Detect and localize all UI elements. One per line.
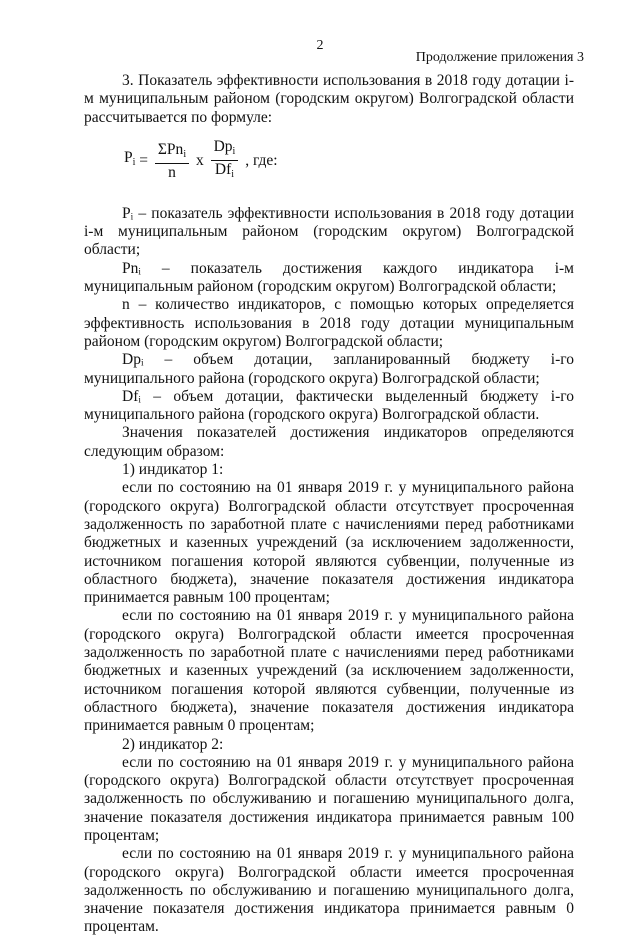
formula bbox=[124, 139, 574, 183]
indicator-2-case-present: если по состоянию на 01 января 2019 г. у муниципального района (городского округа) Волгоградской области имеется просроченная задолженность по обслуживанию и погашению муниципального долга, значение показателя достижения индикатора принимается равным 0 процентам. bbox=[84, 845, 574, 936]
formula-eq: = bbox=[135, 151, 152, 169]
formula-suffix: , где: bbox=[241, 151, 278, 169]
indicator-2-title: 2) индикатор 2: bbox=[122, 735, 224, 753]
section-3-intro: 3. Показатель эффективности использования в 2018 году дотации i-м муниципальным районом (городским округом) Волгоградской области рассчитывается по формуле: bbox=[84, 72, 574, 126]
document-body bbox=[84, 72, 574, 937]
values-intro: Значения показателей достижения индикаторов определяются следующим образом: bbox=[84, 424, 574, 460]
definition-n: n – количество индикаторов, с помощью которых определяется эффективность использования в 2018 году дотации муниципальным районом (городским округом) Волгоградской области; bbox=[84, 296, 574, 350]
definition-dpi: Dpᵢ – объем дотации, запланированный бюджету i-го муниципального района (городского округа) Волгоградской области; bbox=[84, 351, 574, 387]
formula-fraction-2: $\frac{Dp_i}{Df_i}$ bbox=[211, 138, 239, 183]
definition-pi: Pᵢ – показатель эффективности использования в 2018 году дотации i-м муниципальным районом (городским округом) Волгоградской области; bbox=[84, 204, 574, 259]
page-number: 2 bbox=[316, 38, 324, 53]
definition-dfi: Dfᵢ – объем дотации, фактически выделенный бюджету i-го муниципального района (городского округа) Волгоградской области. bbox=[84, 387, 574, 424]
formula-lhs: $P_i$ bbox=[124, 149, 136, 169]
continuation-note: Продолжение приложения 3 bbox=[415, 50, 584, 65]
indicator-1-title: 1) индикатор 1: bbox=[122, 461, 224, 479]
indicator-2-case-absent: если по состоянию на 01 января 2019 г. у муниципального района (городского округа) Волгоградской области отсутствует просроченная задолженность по обслуживанию и погашению муниципального долга, значение показателя достижения индикатора принимается равным 100 процентам; bbox=[84, 753, 574, 844]
indicator-1-case-present: если по состоянию на 01 января 2019 г. у муниципального района (городского округа) Волгоградской области имеется просроченная задолженность по заработной плате с начислениями перед работниками бюджетных и казенных учреждений (за исключением задолженности, источником погашения которой являются субвенции, полученные из областного бюджета), значение показателя достижения индикатора принимается равным 0 процентам; bbox=[84, 607, 574, 735]
formula-times: x bbox=[192, 151, 208, 169]
indicator-1-case-absent: если по состоянию на 01 января 2019 г. у муниципального района (городского округа) Волгоградской области отсутствует просроченная задолженность по заработной плате с начислениями перед работниками бюджетных и казенных учреждений (за исключением задолженности, источником погашения которой являются субвенции, полученные из областного бюджета), значение показателя достижения индикатора принимается равным 100 процентам; bbox=[84, 479, 574, 607]
definition-pni: Pnᵢ – показатель достижения каждого индикатора i-м муниципальным районом (городским округом) Волгоградской области; bbox=[84, 259, 574, 296]
formula-fraction-1: $\frac{\Sigma Pn_i}{n}$ bbox=[155, 141, 189, 181]
